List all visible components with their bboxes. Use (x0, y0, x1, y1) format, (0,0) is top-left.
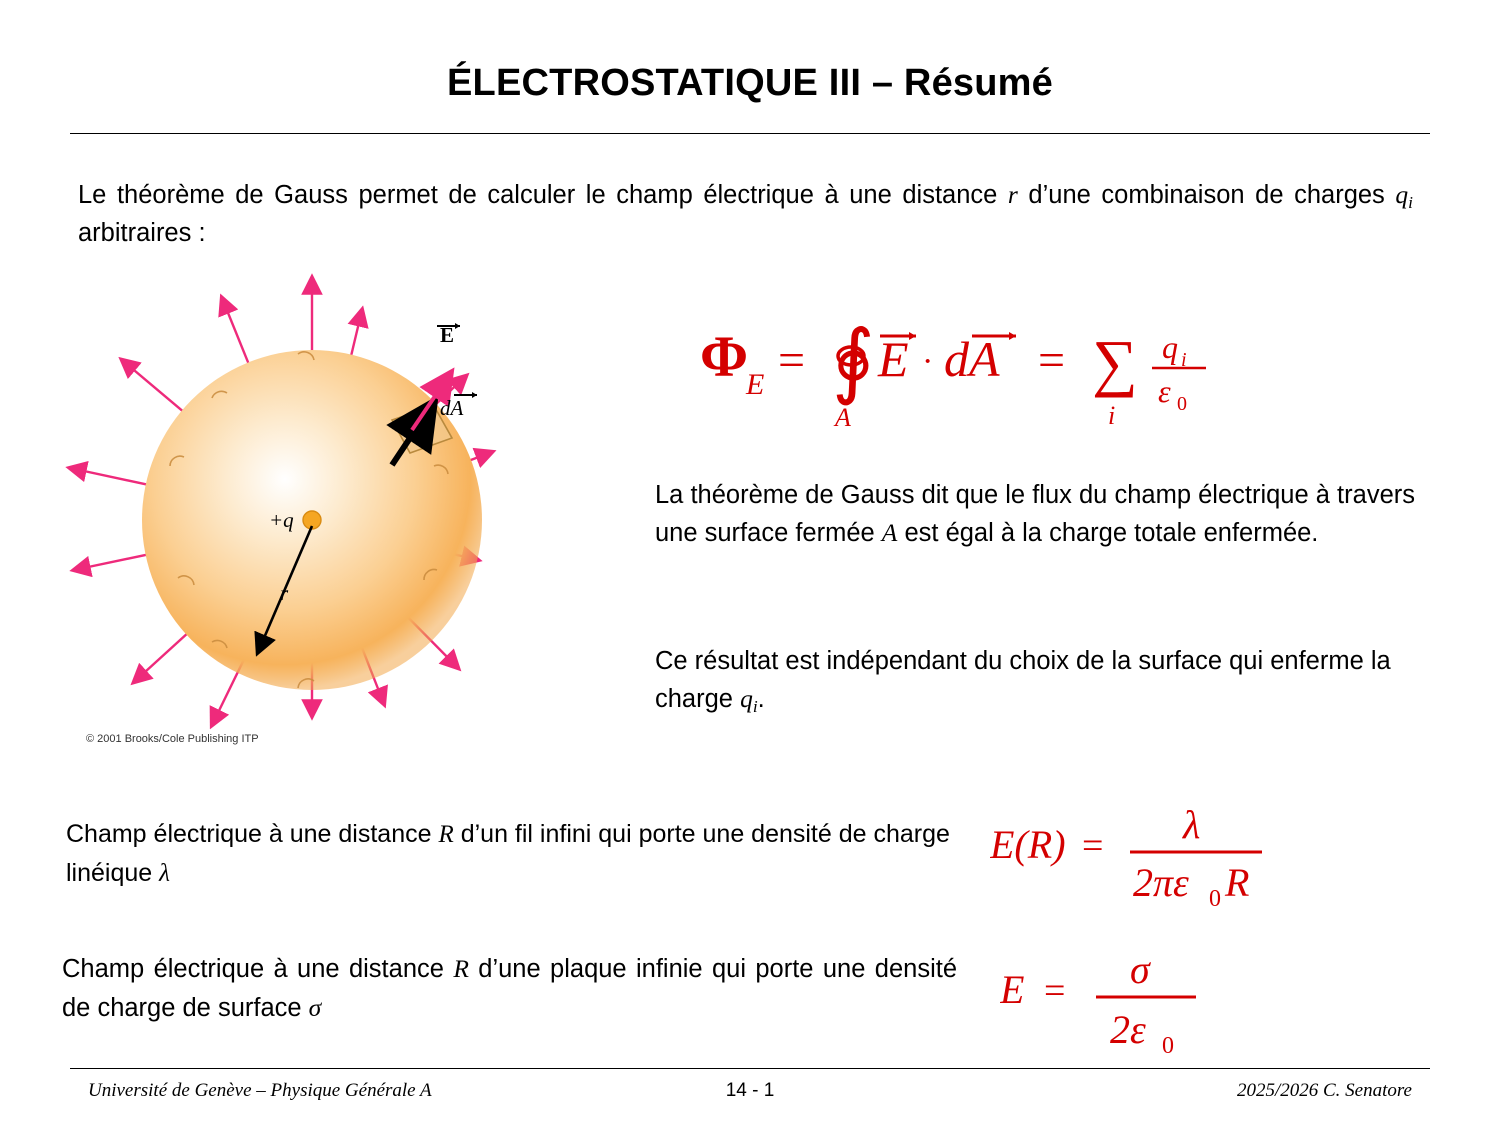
line-charge-formula-svg (990, 790, 1340, 920)
line-charge-numerator: λ (1183, 802, 1201, 847)
figure-svg (62, 270, 572, 760)
line-charge-formula (990, 790, 1340, 925)
plane-charge-denominator-a: 2ε (1110, 1007, 1146, 1052)
gauss-formula-svg (700, 310, 1300, 450)
title-divider (70, 133, 1430, 134)
surface-independence-variable-q: q (740, 684, 753, 714)
phi-symbol: Φ (700, 324, 749, 389)
intro-text-2a: combinaison de charges (1101, 181, 1385, 209)
plane-charge-text-a: Champ électrique à une distance (62, 955, 444, 983)
surface-independence-text-a: Ce résultat est indépendant du choix de la surface qui enferme la charge (655, 647, 1391, 714)
dA-vector-label: dA (440, 396, 464, 420)
plane-charge-lhs: E (1000, 967, 1025, 1012)
equals-1: = (778, 334, 806, 387)
plane-charge-denominator-sub: 0 (1162, 1033, 1174, 1059)
plane-charge-equals: = (1044, 970, 1066, 1012)
fraction-numerator-q: q (1162, 329, 1178, 365)
intro-variable-q: q (1395, 180, 1409, 209)
line-charge-denominator-a: 2πε (1133, 860, 1189, 905)
line-charge-text-a: Champ électrique à une distance (66, 820, 432, 848)
footer-divider (70, 1068, 1430, 1069)
page-title: ÉLECTROSTATIQUE III – Résumé (447, 62, 1053, 104)
intro-text-1: Le théorème de Gauss permet de calculer le champ électrique à une distance (78, 181, 998, 209)
plane-charge-text-b: d’une plaque infinie qui porte une densité de charge de surface (62, 955, 957, 1022)
fraction-denominator-sub: 0 (1177, 393, 1187, 415)
plane-charge-variable-R: R (453, 954, 469, 983)
fraction-denominator-eps: ε (1158, 373, 1171, 409)
plane-charge-paragraph (62, 950, 957, 1027)
intro-text-1-end: d’une (1028, 181, 1091, 209)
line-charge-denominator-b: R (1225, 860, 1250, 905)
surface-independence-paragraph (655, 643, 1415, 719)
gauss-sphere-figure (62, 270, 572, 760)
contour-integral: ∮ (832, 315, 875, 406)
dot-product: · (922, 343, 934, 380)
line-charge-denominator-sub: 0 (1209, 886, 1221, 912)
line-charge-variable-lambda: λ (159, 860, 170, 887)
gauss-formula (700, 310, 1340, 440)
line-charge-text-b: d’un fil infini qui porte une densité de charge linéique (66, 820, 950, 887)
footer-author: 2025/2026 C. Senatore (1236, 1080, 1412, 1101)
line-charge-variable-R: R (438, 821, 454, 848)
equals-2: = (1038, 334, 1066, 387)
line-charge-lhs: E(R) (990, 822, 1066, 867)
phi-subscript: E (746, 368, 765, 401)
surface-independence-variable-q-sub: i (752, 697, 758, 717)
gauss-description-text-b: est égal à la charge totale enfermée. (904, 519, 1319, 548)
intro-variable-r: r (1007, 180, 1018, 209)
E-vector-label: E (440, 323, 455, 347)
intro-paragraph (78, 177, 1413, 252)
line-charge-equals: = (1082, 825, 1104, 867)
gauss-description-variable-A: A (881, 518, 898, 548)
dA-symbol: dA (944, 331, 1000, 387)
plane-charge-numerator: σ (1130, 947, 1150, 992)
charge-label: +q (269, 508, 294, 532)
surface-independence-text-b: . (757, 685, 765, 714)
radius-label: r (280, 581, 289, 605)
footer-course: Université de Genève – Physique Générale A (88, 1080, 432, 1101)
summation-symbol: ∑ (1092, 327, 1138, 398)
gauss-description-paragraph (655, 477, 1415, 552)
intro-variable-q-subscript: i (1408, 192, 1413, 212)
figure-credit: © 2001 Brooks/Cole Publishing ITP (86, 733, 259, 745)
gauss-description-text-a: La théorème de Gauss dit que le flux du champ électrique à travers une surface fermée (655, 481, 1415, 548)
plane-charge-variable-sigma: σ (308, 992, 322, 1022)
sum-subscript-i: i (1108, 401, 1116, 430)
plane-charge-formula (1000, 935, 1320, 1070)
line-charge-paragraph (66, 815, 956, 893)
E-field-symbol: E (878, 331, 909, 387)
footer-page-number: 14 - 1 (725, 1080, 775, 1101)
plane-charge-formula-svg (1000, 935, 1320, 1065)
fraction-numerator-sub: i (1181, 349, 1187, 371)
intro-text-2b: arbitraires : (78, 219, 206, 248)
integral-subscript-A: A (835, 403, 851, 432)
